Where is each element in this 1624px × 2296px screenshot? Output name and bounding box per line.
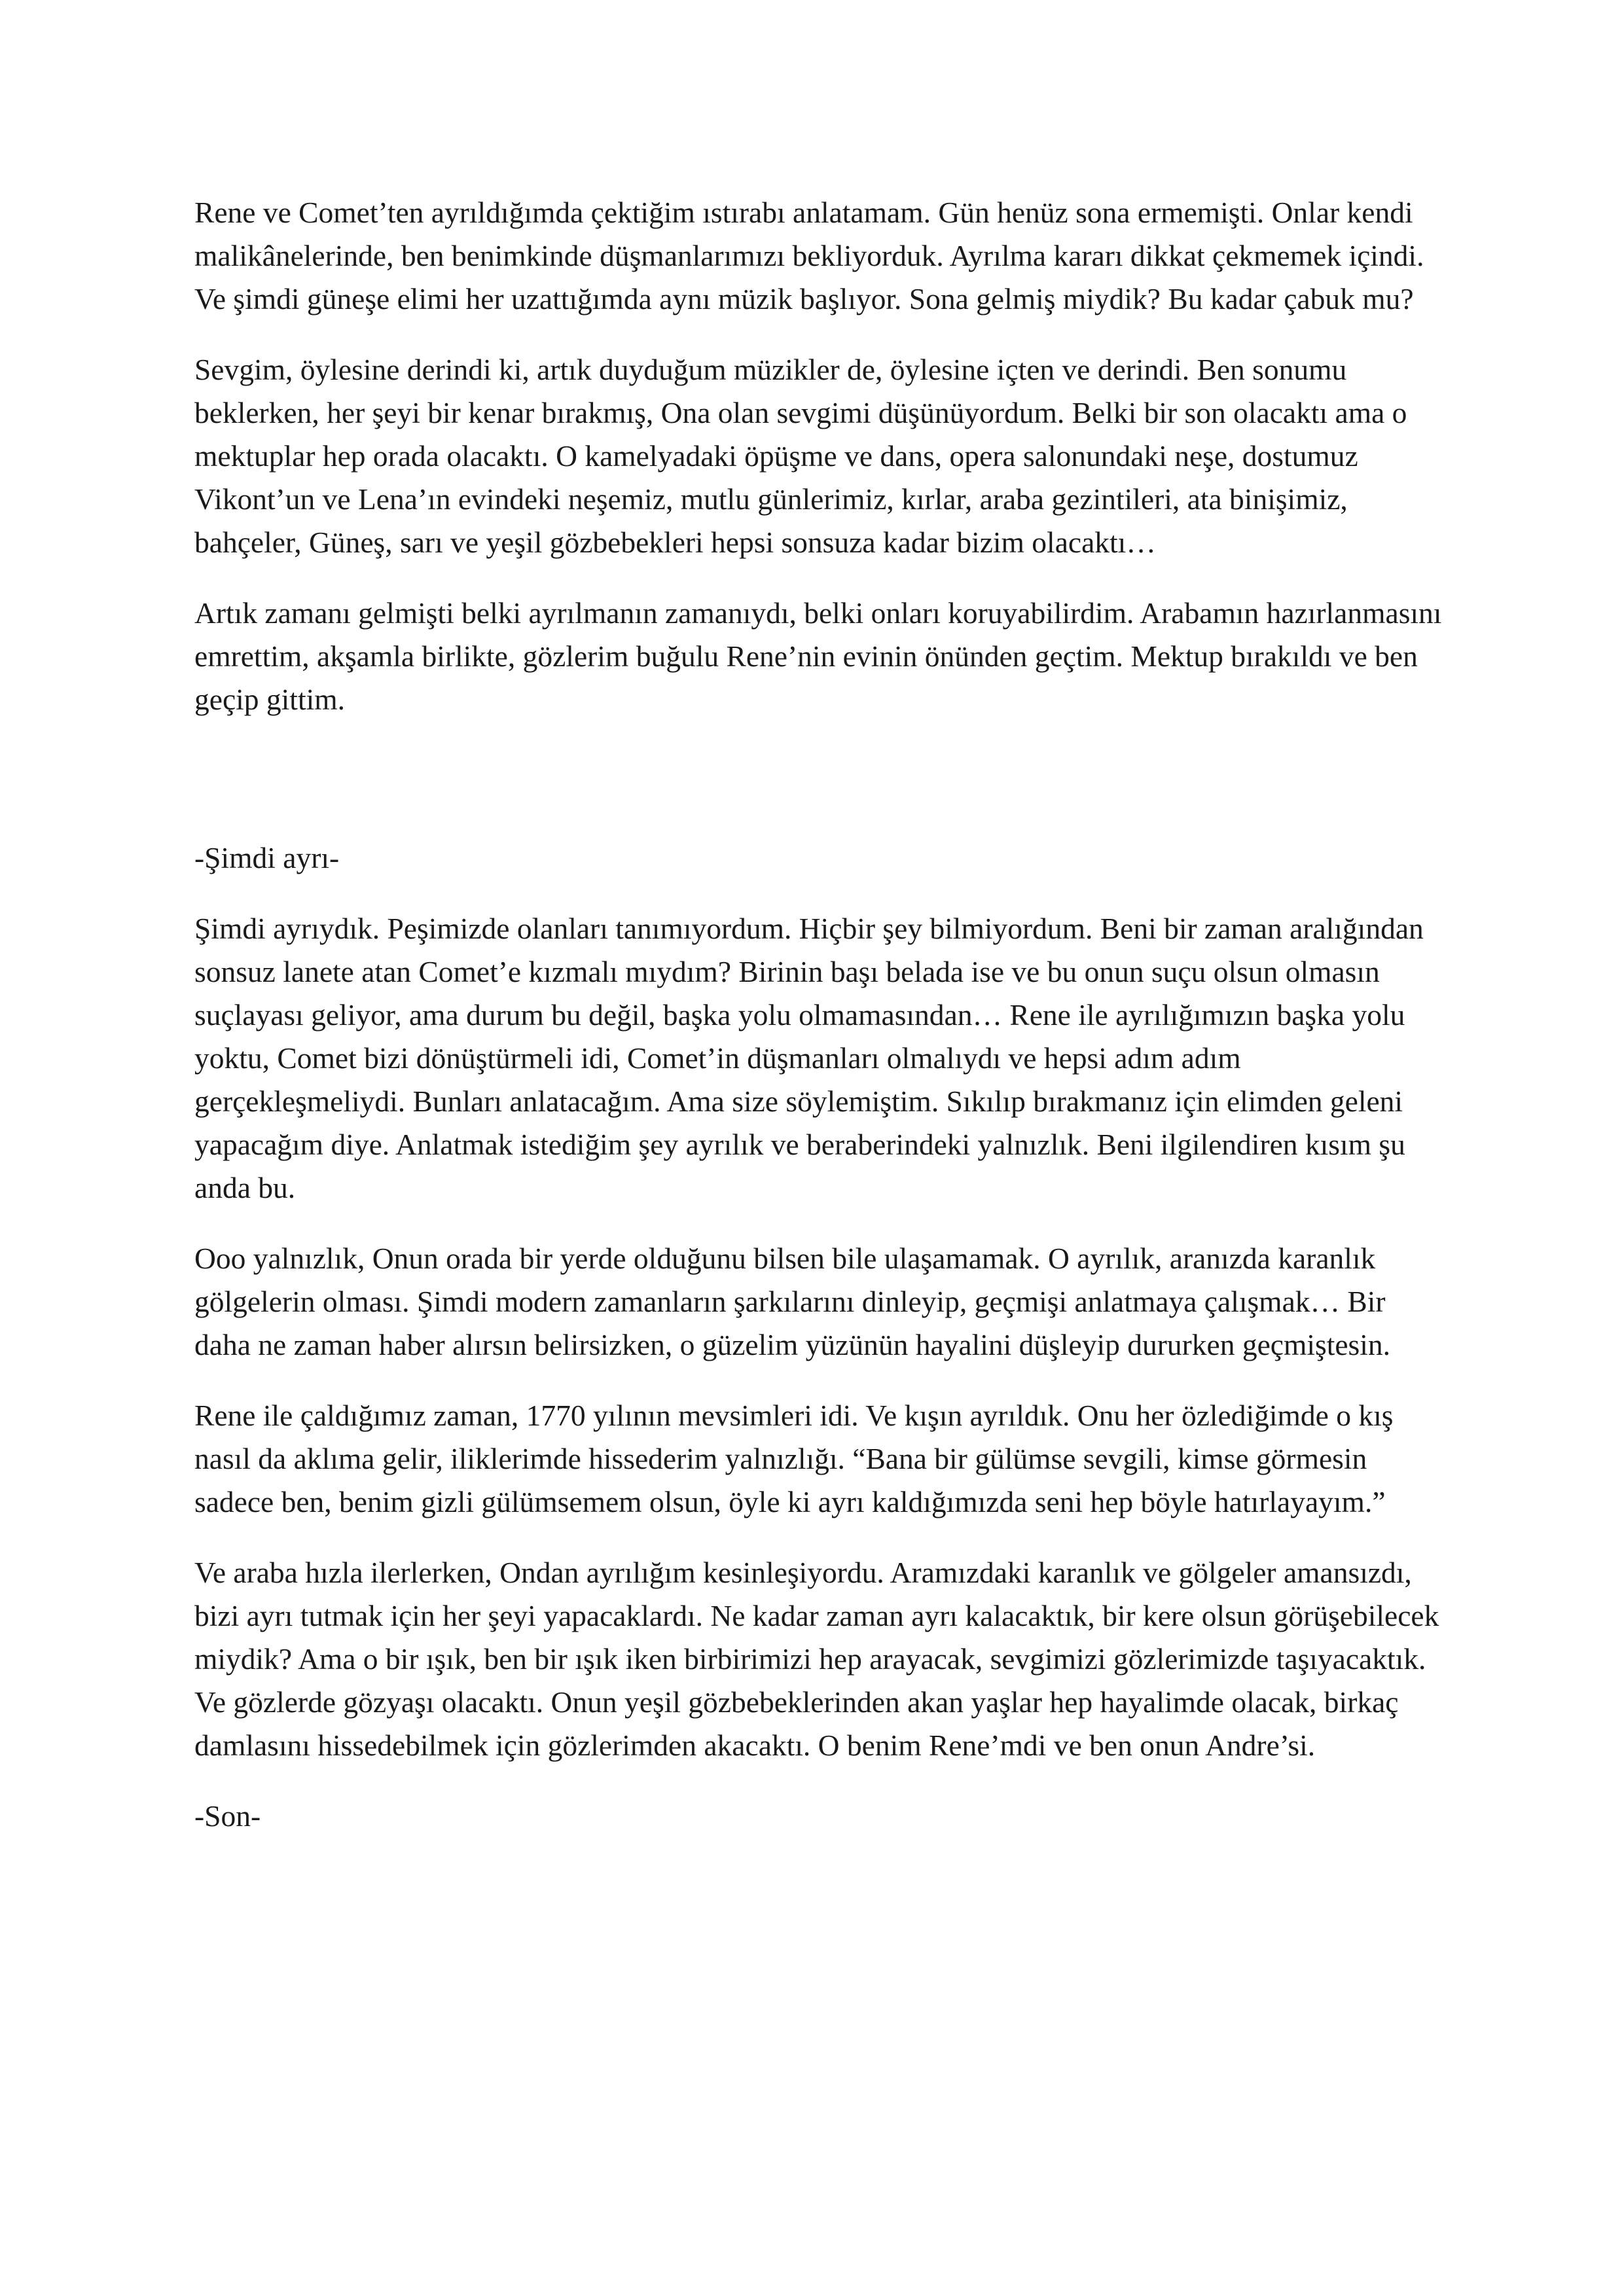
- section-heading-simdi-ayri: -Şimdi ayrı-: [194, 841, 340, 874]
- paragraph-2: Sevgim, öylesine derindi ki, artık duyduğum müzikler de, öylesine içten ve derindi. Ben sonumu beklerken, her şeyi bir kenar bırakmış, Ona olan sevgimi düşünüyordum. Belki bir son olacaktı ama o mektuplar hep orada olacaktı. O kamelyadaki öpüşme ve dans, opera salonundaki neşe, dostumuz Vikont’un ve Lena’ın evindeki neşemiz, mutlu günlerimiz, kırlar, araba gezintileri, ata binişimiz, bahçeler, Güneş, sarı ve yeşil gözbebekleri hepsi sonsuza kadar bizim olacaktı…: [194, 353, 1407, 559]
- document-body: [194, 191, 1448, 1838]
- paragraph-7: Ve araba hızla ilerlerken, Ondan ayrılığım kesinleşiyordu. Aramızdaki karanlık ve gölgeler amansızdı, bizi ayrı tutmak için her şeyi yapacaklardı. Ne kadar zaman ayrı kalacaktık, bir kere olsun görüşebilecek miydik? Ama o bir ışık, ben bir ışık iken birbirimizi hep arayacak, sevgimizi gözlerimizde taşıyacaktık. Ve gözlerde gözyaşı olacaktı. Onun yeşil gözbebeklerinden akan yaşlar hep hayalimde olacak, birkaç damlasını hissedebilmek için gözlerimden akacaktı. O benim Rene’mdi ve ben onun Andre’si.: [194, 1556, 1439, 1762]
- paragraph-4: Şimdi ayrıydık. Peşimizde olanları tanımıyordum. Hiçbir şey bilmiyordum. Beni bir zaman aralığından sonsuz lanete atan Comet’e kızmalı mıydım? Birinin başı belada ise ve bu onun suçu olsun olmasın suçlayası geliyor, ama durum bu değil, başka yolu olmamasından… Rene ile ayrılığımızın başka yolu yoktu, Comet bizi dönüştürmeli idi, Comet’in düşmanları olmalıydı ve hepsi adım adım gerçekleşmeliydi. Bunları anlatacağım. Ama size söylemiştim. Sıkılıp bırakmanız için elimden geleni yapacağım diye. Anlatmak istediğim şey ayrılık ve beraberindeki yalnızlık. Beni ilgilendiren kısım şu anda bu.: [194, 912, 1424, 1204]
- closing-son: -Son-: [194, 1799, 261, 1833]
- paragraph-6: Rene ile çaldığımız zaman, 1770 yılının mevsimleri idi. Ve kışın ayrıldık. Onu her özlediğimde o kış nasıl da aklıma gelir, iliklerimde hissederim yalnızlığı. “Bana bir gülümse sevgili, kimse görmesin sadece ben, benim gizli gülümsemem olsun, öyle ki ayrı kaldığımızda seni hep böyle hatırlayayım.”: [194, 1399, 1394, 1518]
- paragraph-1: Rene ve Comet’ten ayrıldığımda çektiğim ıstırabı anlatamam. Gün henüz sona ermemişti. Onlar kendi malikânelerinde, ben benimkinde düşmanlarımızı bekliyorduk. Ayrılma kararı dikkat çekmemek içindi. Ve şimdi güneşe elimi her uzattığımda aynı müzik başlıyor. Sona gelmiş miydik? Bu kadar çabuk mu?: [194, 196, 1424, 315]
- paragraph-5: Ooo yalnızlık, Onun orada bir yerde olduğunu bilsen bile ulaşamamak. O ayrılık, aranızda karanlık gölgelerin olması. Şimdi modern zamanların şarkılarını dinleyip, geçmişi anlatmaya çalışmak… Bir daha ne zaman haber alırsın belirsizken, o güzelim yüzünün hayalini düşleyip dururken geçmiştesin.: [194, 1242, 1391, 1361]
- paragraph-3: Artık zamanı gelmişti belki ayrılmanın zamanıydı, belki onları koruyabilirdim. Arabamın hazırlanmasını emrettim, akşamla birlikte, gözlerim buğulu Rene’nin evinin önünden geçtim. Mektup bırakıldı ve ben geçip gittim.: [194, 596, 1442, 716]
